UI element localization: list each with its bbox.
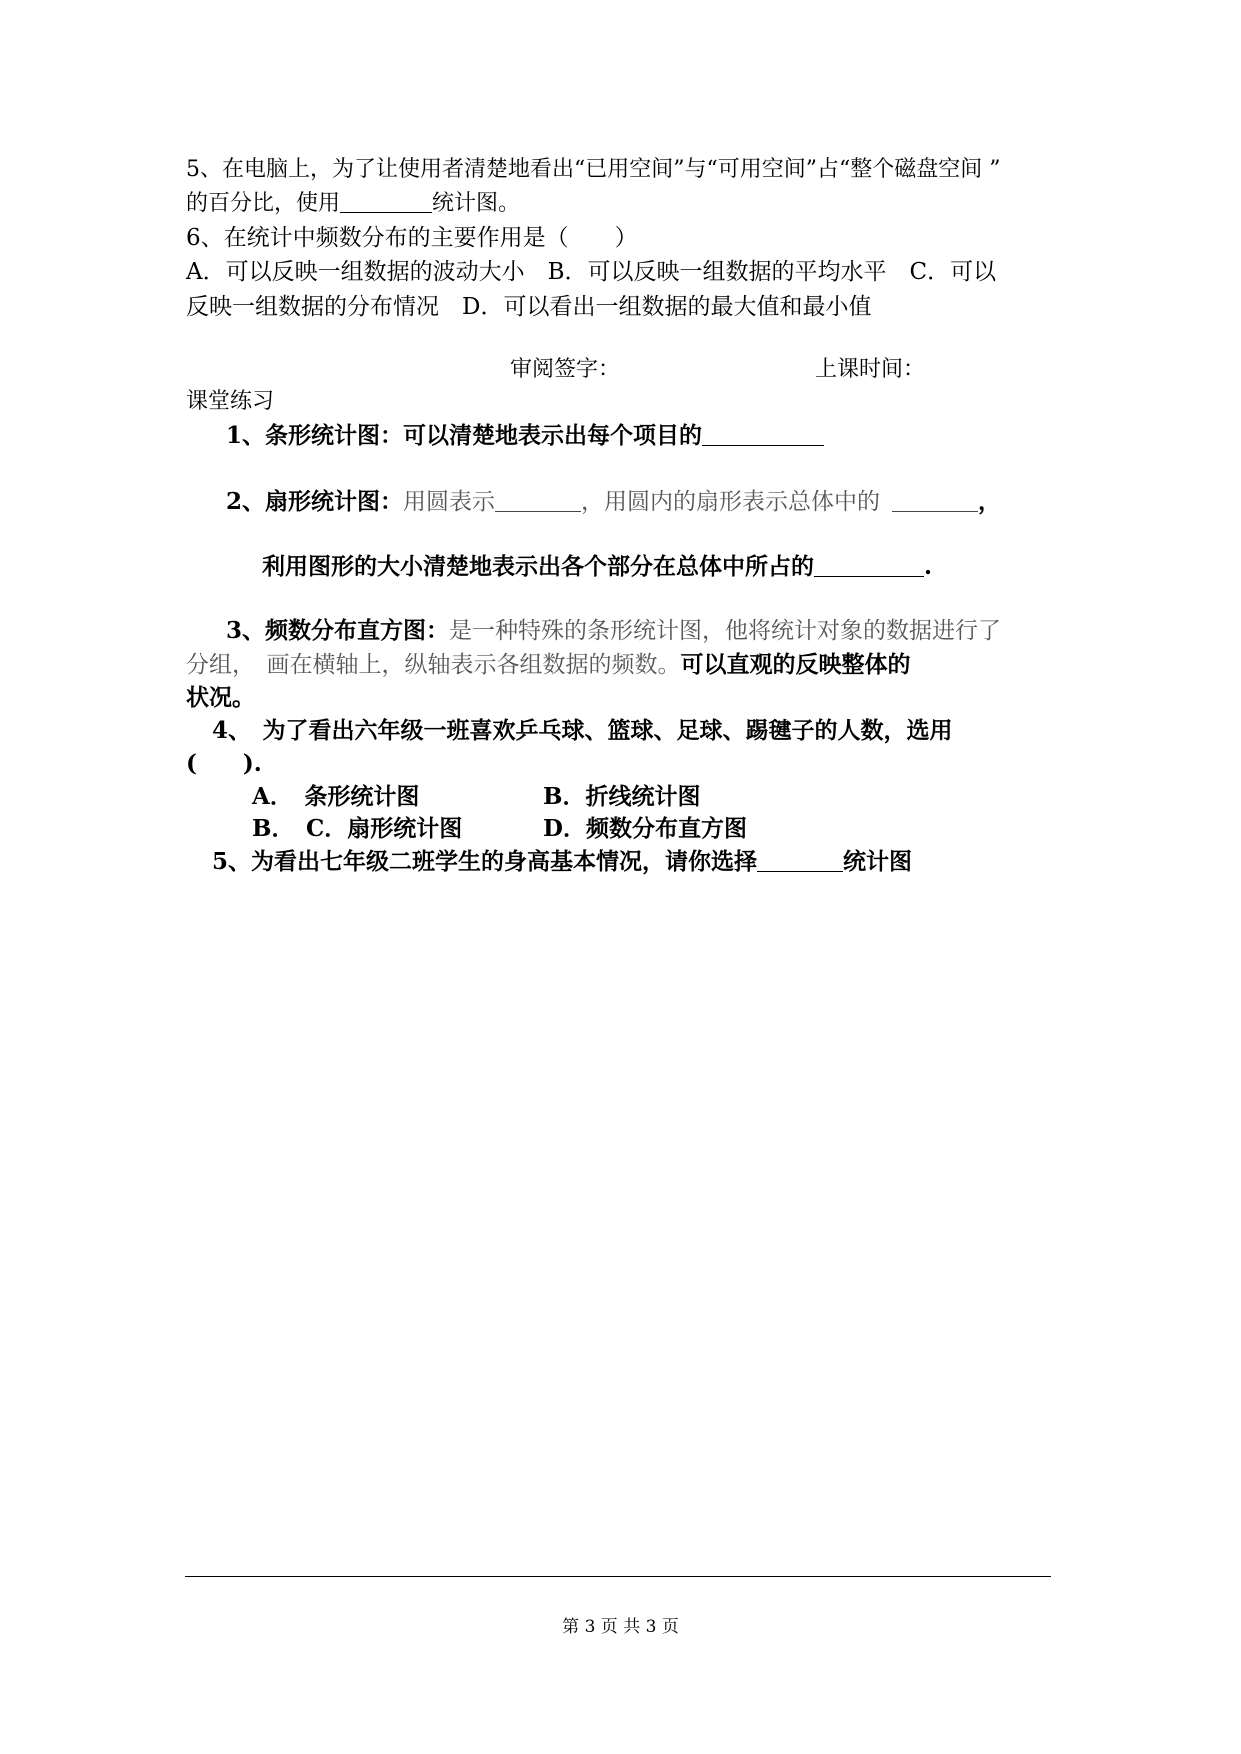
item-4-option-d: D．频数分布直方图 xyxy=(543,815,747,842)
item-3-line-2-bold: 可以直观的反映整体的 xyxy=(680,651,911,678)
item-4-line-2: ( ). xyxy=(186,750,262,777)
answer-blank[interactable] xyxy=(495,488,581,512)
section-title: 课堂练习 xyxy=(186,389,275,414)
answer-blank[interactable] xyxy=(814,553,924,577)
question-6-options-line-1: A．可以反映一组数据的波动大小 B．可以反映一组数据的平均水平 C．可以 xyxy=(186,259,997,285)
item-5-suffix: 统计图 xyxy=(843,848,913,875)
item-5 xyxy=(212,843,912,876)
item-4-option-a: A． 条形统计图 xyxy=(252,783,420,810)
item-3-line-2-gray: 分组， 画在横轴上，纵轴表示各组数据的频数。 xyxy=(186,652,681,678)
item-2-text-b: ，用圆内的扇形表示总体中的 xyxy=(581,489,881,515)
answer-blank[interactable] xyxy=(702,422,824,446)
item-3-line-1 xyxy=(226,612,1001,645)
page-number: 第 3 页 共 3 页 xyxy=(562,1617,679,1637)
review-signature-label: 审阅签字： xyxy=(510,357,621,382)
item-2-period: . xyxy=(924,553,933,580)
item-3-label: 3、频数分布直方图： xyxy=(226,617,450,644)
item-2-line-2-text: 利用图形的大小清楚地表示出各个部分在总体中所占的 xyxy=(262,553,814,580)
question-5-line-1: 5、在电脑上，为了让使用者清楚地看出“已用空间”与“可用空间”占“整个磁盘空间 ” xyxy=(186,157,1001,182)
item-2-label: 2、扇形统计图： xyxy=(226,488,404,515)
question-6-options-line-2: 反映一组数据的分布情况 D．可以看出一组数据的最大值和最小值 xyxy=(186,294,872,320)
item-1 xyxy=(226,417,824,450)
item-2-line-1 xyxy=(226,483,1001,516)
answer-blank[interactable] xyxy=(757,848,843,872)
question-5-suffix: 统计图。 xyxy=(432,191,521,216)
question-6-title: 6、在统计中频数分布的主要作用是（ ） xyxy=(186,225,638,251)
footer-rule xyxy=(185,1576,1051,1577)
question-5-prefix: 的百分比，使用 xyxy=(186,191,341,216)
item-4-option-b: B．折线统计图 xyxy=(543,783,701,810)
question-5-line-2 xyxy=(186,186,520,217)
item-3-line-2 xyxy=(186,646,911,679)
class-time-label: 上课时间： xyxy=(815,357,926,382)
answer-blank[interactable] xyxy=(892,488,978,512)
item-4-line-1: 4、 为了看出六年级一班喜欢乒乓球、篮球、足球、踢毽子的人数，选用 xyxy=(212,717,953,744)
answer-blank[interactable] xyxy=(340,190,432,213)
item-3-line-3: 状况。 xyxy=(186,684,255,711)
item-1-label: 1、条形统计图：可以清楚地表示出每个项目的 xyxy=(226,422,703,449)
item-4-option-c: B． C．扇形统计图 xyxy=(252,815,463,842)
item-3-text: 是一种特殊的条形统计图，他将统计对象的数据进行了 xyxy=(449,618,1002,644)
item-2-comma: ， xyxy=(978,488,1002,515)
item-2-text-a: 用圆表示 xyxy=(403,489,496,515)
item-2-line-2 xyxy=(262,548,932,581)
item-5-prefix: 5、为看出七年级二班学生的身高基本情况，请你选择 xyxy=(212,848,758,875)
